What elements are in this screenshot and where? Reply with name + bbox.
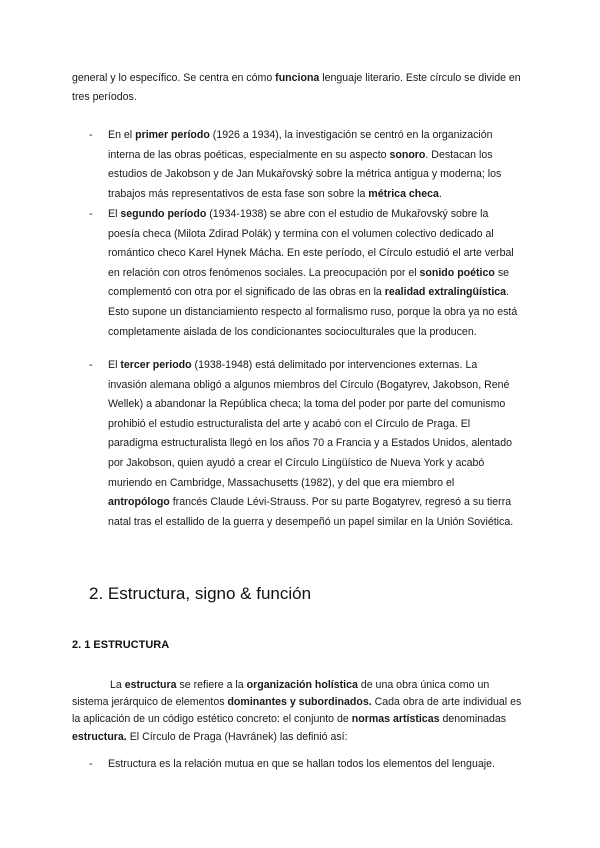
subsection-heading: 2. 1 ESTRUCTURA xyxy=(72,639,170,651)
list-dash: - xyxy=(89,129,93,141)
list-dash: - xyxy=(89,359,93,371)
section-heading: 2. Estructura, signo & función xyxy=(89,584,312,603)
intro-paragraph: general y lo específico. Se centra en cómo funciona lenguaje literario. Este círculo se divide en tres períodos. xyxy=(72,72,521,103)
structure-paragraph: La estructura se refiere a la organización holística de una obra única como un sistema jerárquico de elementos dominantes y subordinados. Cada obra de arte individual es la aplicación de un código estético concreto: el conjunto de normas artísticas denominadas estructura. El Círculo de Praga (Havránek) las definió así: xyxy=(72,679,522,743)
list-item-structure-definition: - Estructura es la relación mutua en que se hallan todos los elementos del lenguaje. xyxy=(108,755,528,774)
list-item-third-period: - El tercer periodo (1938-1948) está delimitado por intervenciones externas. La invasión alemana obligó a algunos miembros del Círculo (Bogatyrev, Jakobson, René Wellek) a abandonar la República checa; la toma del poder por parte del comunismo prohibió el estudio estructuralista del arte y acabó con el Círculo de Praga. El paradigma estructuralista llegó en los años 70 a Francia y a Estados Unidos, alentado por Jakobson, quien ayudó a crear el Círculo Lingüístico de Nueva York y acabó muriendo en Cambridge, Massachusetts (1982), y del que era miembro el antropólogo francés Claude Lévi-Strauss. Por su parte Bogatyrev, regresó a su tierra natal tras el estallido de la guerra y desempeñó un papel similar en la Unión Soviética. xyxy=(108,356,518,532)
list-item-first-period: - En el primer período (1926 a 1934), la investigación se centró en la organización interna de las obras poéticas, especialmente en su aspecto sonoro. Destacan los estudios de Jakobson y de Jan Mukařovský sobre la métrica antigua y moderna; los trabajos más representativos de esta fase son sobre la métrica checa. xyxy=(108,126,518,204)
list-dash: - xyxy=(89,208,93,220)
list-item-second-period: - El segundo período (1934-1938) se abre con el estudio de Mukařovský sobre la poesía checa (Milota Zdirad Polák) y termina con el volumen colectivo dedicado al romántico checo Karel Hynek Mácha. En este período, el Círculo estudió el arte verbal en relación con otros fenómenos sociales. La preocupación por el sonido poético se complementó con otra por el significado de las obras en la realidad extralingüística. Esto supone un distanciamiento respecto al formalismo ruso, porque la obra ya no está completamente aislada de los condicionantes socioculturales que la producen. xyxy=(108,205,518,342)
list-dash: - xyxy=(89,758,93,770)
